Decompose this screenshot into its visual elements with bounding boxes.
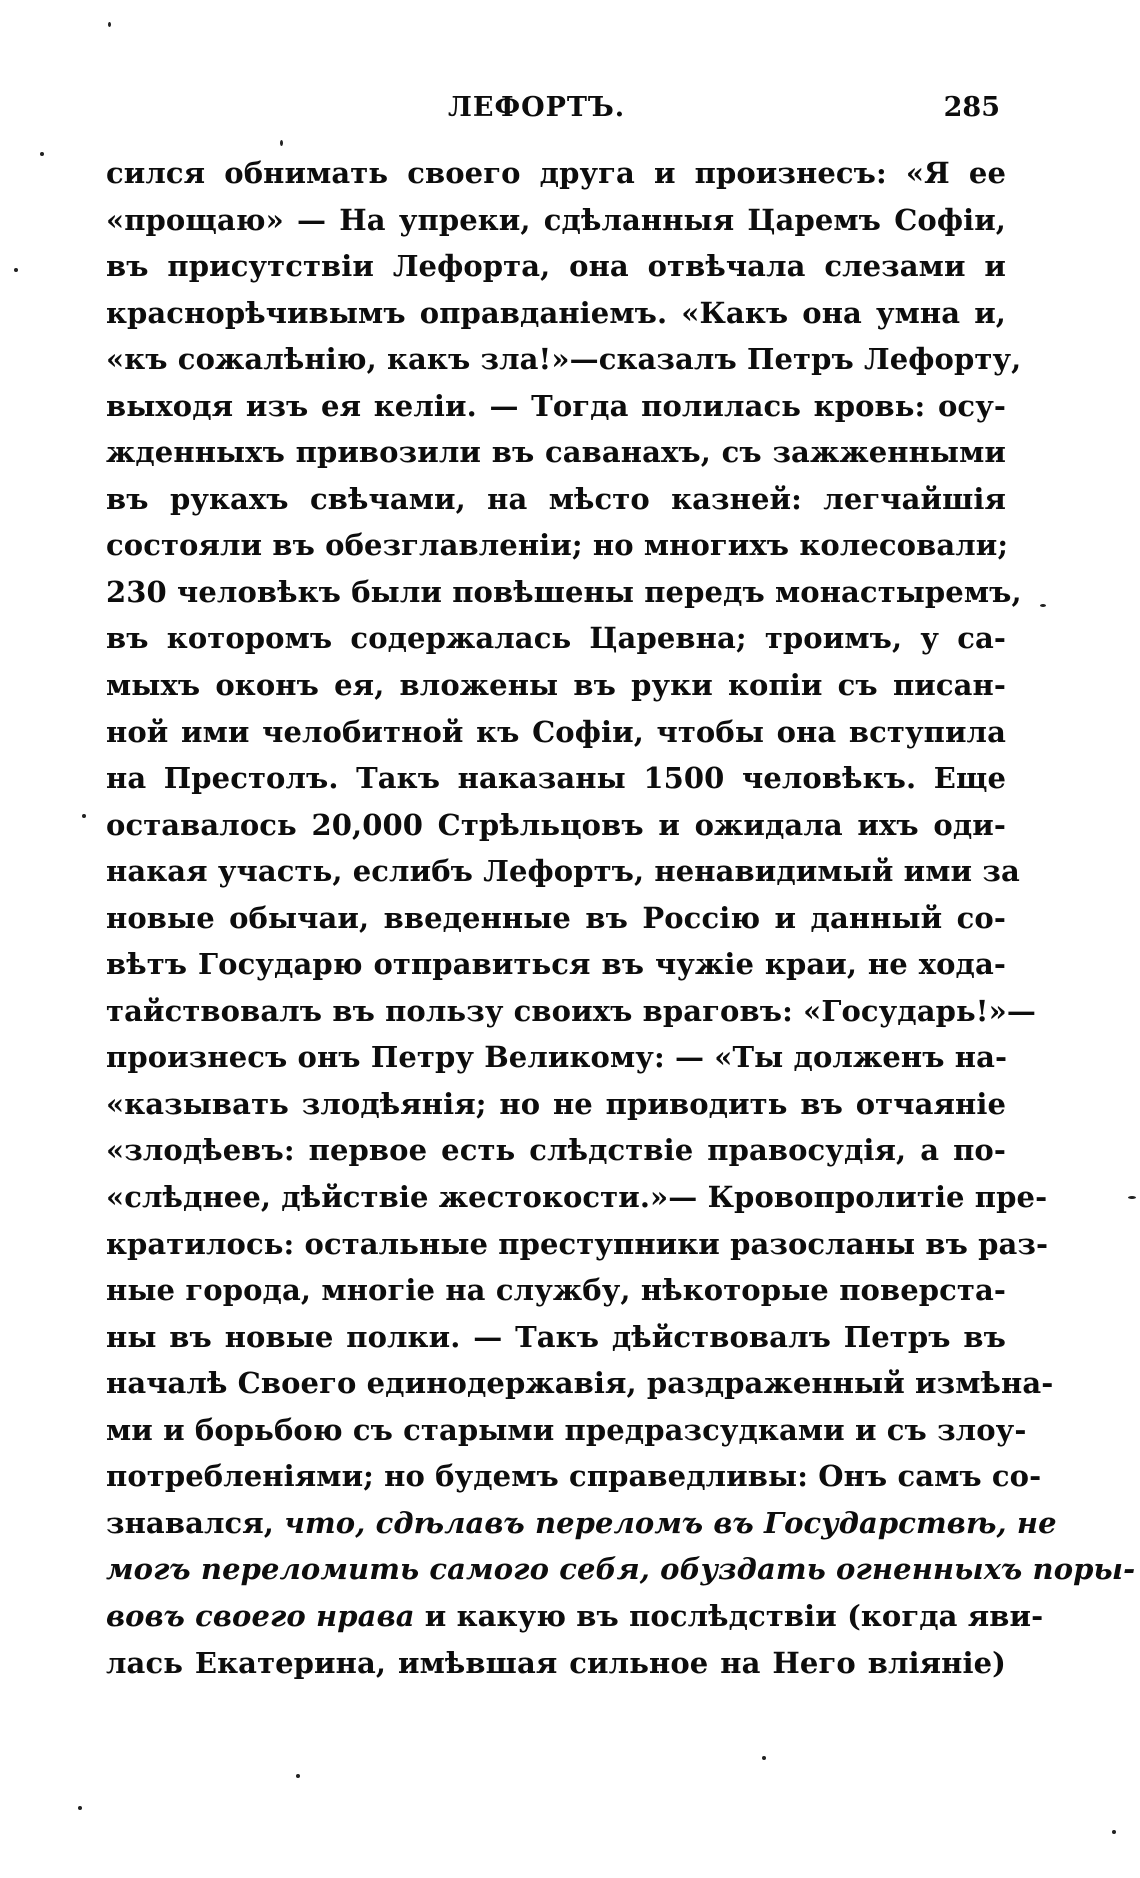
italic-segment: вовъ своего нрава <box>106 1598 415 1633</box>
body-text <box>106 150 1136 1686</box>
text-line: кратилось: остальные преступники разосланы въ раз- <box>106 1226 1049 1261</box>
text-line: ной ими челобитной къ Софіи, чтобы она вступила <box>106 714 1006 749</box>
text-line-mixed <box>106 1593 1044 1640</box>
scan-speck <box>762 1756 766 1760</box>
italic-segment: что, сдѣлавъ переломъ въ Государствѣ, не <box>284 1505 1057 1540</box>
scan-speck <box>1128 1196 1136 1199</box>
scan-speck <box>296 1774 300 1778</box>
text-line: краснорѣчивымъ оправданіемъ. «Какъ она умна и, <box>106 295 1006 330</box>
text-line: произнесъ онъ Петру Великому: — «Ты долженъ на- <box>106 1040 1008 1075</box>
text-segment: и какую въ послѣдствіи (когда яви- <box>414 1598 1044 1633</box>
text-line: «прощаю» — На упреки, сдѣланныя Царемъ Софіи, <box>106 202 1006 237</box>
text-line: «слѣднее, дѣйствіе жестокости.»— Кровопролитіе пре- <box>106 1180 1048 1215</box>
text-line: состояли въ обезглавленіи; но многихъ колесовали; <box>106 528 1009 563</box>
running-title: ЛЕФОРТЪ. <box>448 92 626 123</box>
scan-speck <box>78 1806 82 1810</box>
text-line: «злодѣевъ: первое есть слѣдствіе правосудія, а по- <box>106 1133 1006 1168</box>
scan-speck <box>14 268 18 272</box>
text-line: началѣ Своего единодержавія, раздраженный измѣна- <box>106 1366 1054 1401</box>
text-line: новые обычаи, введенные въ Россію и данный со- <box>106 900 1006 935</box>
text-line: жденныхъ привозили въ саванахъ, съ зажженными <box>106 435 1006 470</box>
text-line: «казывать злодѣянія; но не приводить въ отчаяніе <box>106 1086 1006 1121</box>
text-line: лась Екатерина, имѣвшая сильное на Него вліяніе) <box>106 1645 1006 1680</box>
text-line: въ рукахъ свѣчами, на мѣсто казней: легчайшія <box>106 481 1006 516</box>
text-line: на Престолъ. Такъ наказаны 1500 человѣкъ. Еще <box>106 761 1006 796</box>
text-line: 230 человѣкъ были повѣшены передъ монастыремъ, <box>106 574 1022 609</box>
scan-speck <box>40 152 44 156</box>
text-line-italic <box>106 1546 1136 1593</box>
scan-speck <box>280 140 283 146</box>
text-line: выходя изъ ея келіи. — Тогда полилась кровь: осу- <box>106 388 1006 423</box>
text-segment: знавался, <box>106 1505 285 1540</box>
text-line: мыхъ оконъ ея, вложены въ руки копіи съ писан- <box>106 668 1006 703</box>
scan-speck <box>108 22 111 27</box>
text-line: въ присутствіи Лефорта, она отвѣчала слезами и <box>106 249 1006 284</box>
text-line: ми и борьбою съ старыми предразсудками и съ злоу- <box>106 1412 1027 1447</box>
text-line: «къ сожалѣнію, какъ зла!»—сказалъ Петръ Лефорту, <box>106 342 1022 377</box>
text-line: въ которомъ содержалась Царевна; троимъ, у са- <box>106 621 1006 656</box>
text-line: вѣтъ Государю отправиться въ чужіе краи, не хода- <box>106 947 1006 982</box>
scan-speck <box>82 814 86 818</box>
page-number: 285 <box>943 92 1000 123</box>
text-line: ные города, многіе на службу, нѣкоторые поверста- <box>106 1273 1006 1308</box>
text-line: накая участь, еслибъ Лефортъ, ненавидимый ими за <box>106 854 1020 889</box>
scan-speck <box>1040 604 1046 607</box>
text-line: потребленіями; но будемъ справедливы: Онъ самъ со- <box>106 1459 1042 1494</box>
text-line: тайствовалъ въ пользу своихъ враговъ: «Государь!»— <box>106 993 1036 1028</box>
text-line: оставалось 20,000 Стрѣльцовъ и ожидала ихъ оди- <box>106 807 1006 842</box>
text-line: сился обнимать своего друга и произнесъ: «Я ее <box>106 156 1006 190</box>
running-head <box>0 92 1140 132</box>
text-line-mixed <box>106 1500 1057 1547</box>
italic-segment: могъ переломить самого себя, обуздать огненныхъ поры- <box>106 1552 1136 1587</box>
scan-speck <box>1112 1830 1116 1834</box>
text-line: ны въ новые полки. — Такъ дѣйствовалъ Петръ въ <box>106 1319 1006 1354</box>
